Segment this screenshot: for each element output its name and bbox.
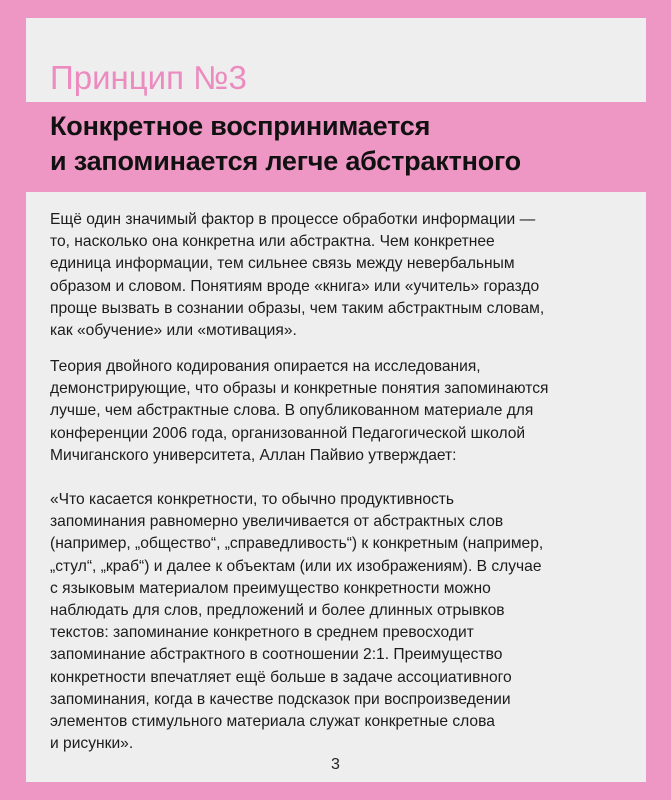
title-line: и запоминается легче абстрактного bbox=[50, 146, 521, 176]
text-line: единица информации, тем сильнее связь между невербальным bbox=[50, 255, 515, 273]
paragraph-quote bbox=[50, 489, 625, 755]
text-line: как «обучение» или «мотивация». bbox=[50, 322, 297, 340]
text-line: Ещё один значимый фактор в процессе обработки информации — bbox=[50, 211, 536, 228]
text-line: Теория двойного кодирования опирается на исследования, bbox=[50, 358, 481, 375]
text-line: запоминание абстрактного в соотношении 2:1. Преимущество bbox=[50, 646, 503, 664]
text-line: с языковым материалом преимущество конкретности можно bbox=[50, 579, 491, 597]
text-line: проще вызвать в сознании образы, чем таким абстрактным словам, bbox=[50, 299, 545, 317]
paragraph-intro bbox=[50, 209, 625, 342]
text-line: наблюдать для слов, предложений и более длинных отрывков bbox=[50, 602, 505, 620]
page-title bbox=[50, 109, 521, 179]
text-line: текстов: запоминание конкретного в среднем превосходит bbox=[50, 624, 474, 642]
text-line: конференции 2006 года, организованной Педагогической школой bbox=[50, 424, 526, 442]
text-line: образом и словом. Понятиям вроде «книга» или «учитель» гораздо bbox=[50, 277, 540, 295]
text-line: «Что касается конкретности, то обычно продуктивность bbox=[50, 491, 455, 508]
text-line: Мичиганского университета, Аллан Пайвио утверждает: bbox=[50, 446, 457, 464]
text-line: лучше, чем абстрактные слова. В опубликованном материале для bbox=[50, 402, 534, 420]
text-line: „стул“, „краб“) и далее к объектам (или их изображениям). В случае bbox=[50, 557, 542, 575]
text-line: конкретности впечатляет ещё больше в задаче ассоциативного bbox=[50, 668, 512, 686]
text-line: то, насколько она конкретна или абстрактна. Чем конкретнее bbox=[50, 233, 495, 251]
text-line: (например, „общество“, „справедливость“) к конкретным (например, bbox=[50, 535, 544, 553]
title-line: Конкретное воспринимается bbox=[50, 111, 431, 141]
text-line: и рисунки». bbox=[50, 735, 134, 753]
text-line: демонстрирующие, что образы и конкретные понятия запоминаются bbox=[50, 380, 549, 398]
text-line: запоминания равномерно увеличивается от абстрактных слов bbox=[50, 513, 504, 531]
text-line: запоминания, когда в качестве подсказок при воспроизведении bbox=[50, 690, 511, 708]
text-line: элементов стимульного материала служат конкретные слова bbox=[50, 713, 495, 731]
principle-label: Принцип №3 bbox=[50, 59, 247, 96]
page-number: 3 bbox=[331, 756, 340, 773]
paragraph-theory bbox=[50, 356, 625, 467]
